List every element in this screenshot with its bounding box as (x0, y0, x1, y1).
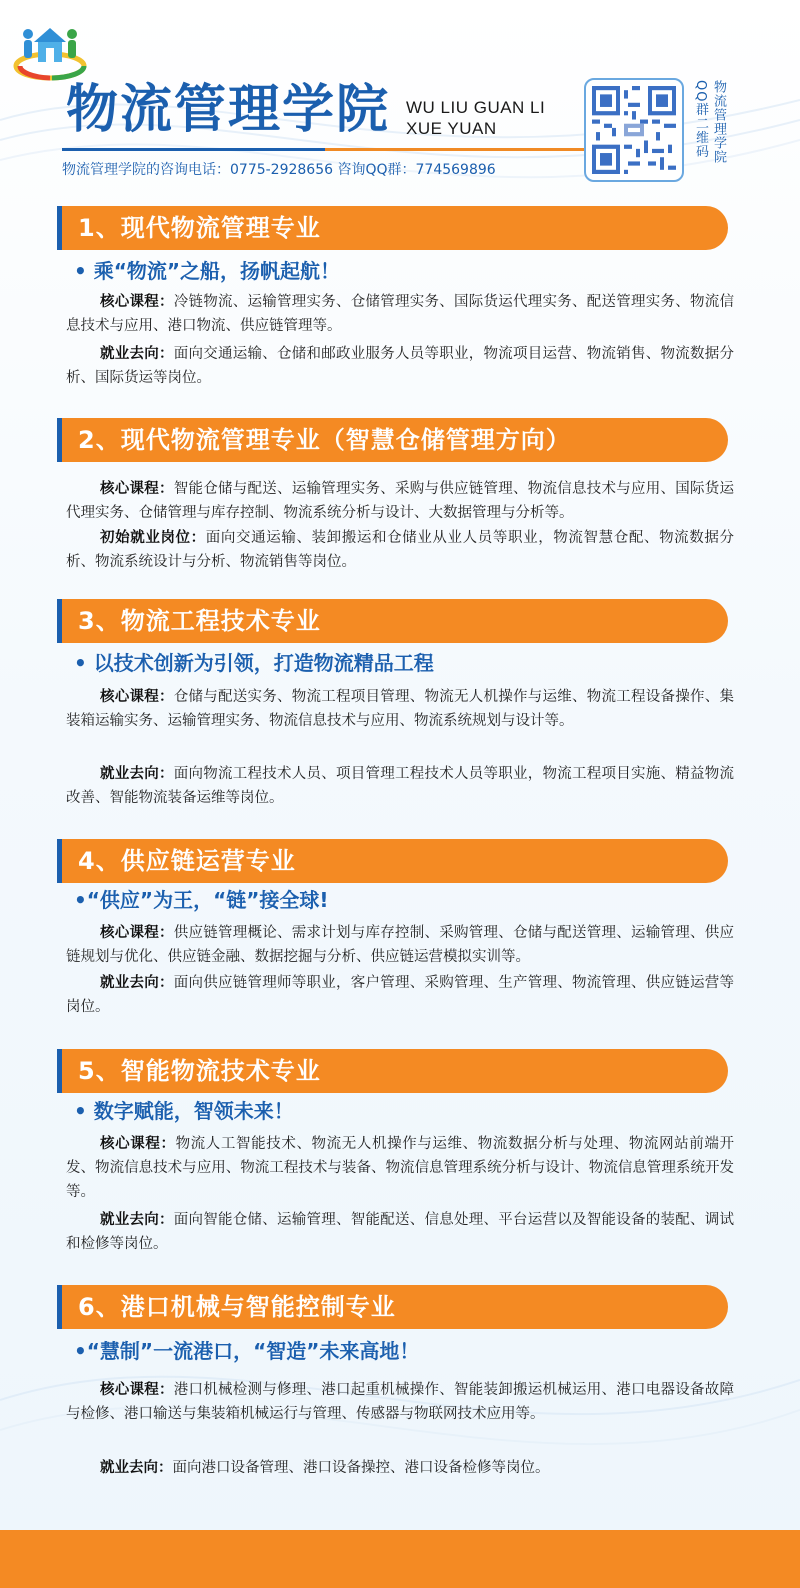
course-label: 核心课程： (100, 294, 174, 310)
section-5-title: 5、智能物流技术专业 (78, 1057, 321, 1085)
section-1-slogan: • 乘“物流”之船，扬帆起航！ (74, 259, 341, 283)
section-1-header (62, 206, 728, 250)
section-4-slogan: •“供应”为王，“链”接全球! (74, 888, 329, 912)
pinyin-line-1: WU LIU GUAN LI (406, 98, 546, 117)
course-text: 物流人工智能技术、物流无人机操作与运维、物流数据分析与处理、物流网站前端开发、物流信息技术与应用、物流工程技术与装备、物流信息管理系统分析与设计、物流信息管理系统开发等。 (66, 1136, 735, 1200)
job-label: 就业去向： (100, 346, 174, 362)
section-4-title: 4、供应链运营专业 (78, 847, 296, 875)
header (0, 0, 800, 200)
section-6-jobs (66, 1456, 734, 1480)
course-label: 核心课程： (100, 1136, 176, 1152)
section-6-courses (66, 1378, 734, 1426)
course-label: 核心课程： (100, 925, 174, 941)
contact-info: 物流管理学院的咨询电话：0775-2928656 咨询QQ群：774569896 (62, 162, 496, 178)
section-6-title: 6、港口机械与智能控制专业 (78, 1293, 396, 1321)
section-5-jobs (66, 1208, 734, 1256)
section-6-header (62, 1285, 728, 1329)
section-4-header (62, 839, 728, 883)
school-logo-icon (12, 20, 88, 82)
section-5-slogan: • 数字赋能，智领未来！ (74, 1099, 294, 1123)
section-3-slogan: • 以技术创新为引领，打造物流精品工程 (74, 651, 434, 675)
course-text: 港口机械检测与修理、港口起重机械操作、智能装卸搬运机械运用、港口电器设备故障与检修、港口输送与集装箱机械运行与管理、传感器与物联网技术应用等。 (66, 1382, 734, 1422)
section-1-courses (66, 290, 734, 338)
section-3-header (62, 599, 728, 643)
job-text: 面向港口设备管理、港口设备操控、港口设备检修等岗位。 (172, 1460, 550, 1476)
job-label: 就业去向： (100, 1212, 174, 1228)
section-3-title: 3、物流工程技术专业 (78, 607, 321, 635)
page-title: 物流管理学院 (66, 80, 391, 140)
section-4-courses (66, 921, 734, 969)
pinyin-line-2: XUE YUAN (406, 119, 497, 138)
job-label: 初始就业岗位： (100, 530, 206, 546)
job-text: 面向智能仓储、运输管理、智能配送、信息处理、平台运营以及智能设备的装配、调试和检修等岗位。 (66, 1212, 734, 1252)
section-1-jobs (66, 342, 734, 390)
section-5-header (62, 1049, 728, 1093)
qq-group-qr-code[interactable] (584, 78, 684, 182)
section-2-header (62, 418, 728, 462)
job-label: 就业去向： (100, 975, 174, 991)
footer-bar (0, 1530, 800, 1588)
course-label: 核心课程： (100, 689, 174, 705)
course-label: 核心课程： (100, 1382, 174, 1398)
section-3-courses (66, 685, 734, 733)
course-text: 仓储与配送实务、物流工程项目管理、物流无人机操作与运维、物流工程设备操作、集装箱运输实务、运输管理实务、物流信息技术与应用、物流系统规划与设计等。 (66, 689, 734, 729)
course-text: 冷链物流、运输管理实务、仓储管理实务、国际货运代理实务、配送管理实务、物流信息技术与应用、港口物流、供应链管理等。 (66, 294, 734, 334)
course-label: 核心课程： (100, 481, 174, 497)
title-pinyin (406, 97, 545, 139)
job-text: 面向物流工程技术人员、项目管理工程技术人员等职业，物流工程项目实施、精益物流改善、智能物流装备运维等岗位。 (66, 766, 734, 806)
job-label: 就业去向： (100, 766, 174, 782)
section-6-slogan: •“慧制”一流港口，“智造”未来高地！ (74, 1339, 420, 1363)
section-3-jobs (66, 762, 734, 810)
job-text: 面向交通运输、仓储和邮政业服务人员等职业，物流项目运营、物流销售、物流数据分析、国际货运等岗位。 (66, 346, 734, 386)
section-2-title: 2、现代物流管理专业（智慧仓储管理方向） (78, 426, 571, 454)
title-underline (62, 148, 588, 151)
section-2-courses (66, 477, 734, 525)
qr-code-icon (592, 86, 676, 174)
job-label: 就业去向： (100, 1460, 173, 1476)
section-2-jobs (66, 526, 734, 574)
section-1-title: 1、现代物流管理专业 (78, 214, 321, 242)
course-text: 供应链管理概论、需求计划与库存控制、采购管理、仓储与配送管理、运输管理、供应链规划与优化、供应链金融、数据挖掘与分析、供应链运营模拟实训等。 (66, 925, 734, 965)
section-4-jobs (66, 971, 734, 1019)
qr-label-left: QQ群二维码 (693, 80, 708, 159)
qr-label-right: 物流管理学院 (711, 80, 726, 164)
section-5-courses (66, 1132, 734, 1204)
job-text: 面向供应链管理师等职业，客户管理、采购管理、生产管理、物流管理、供应链运营等岗位。 (66, 975, 734, 1015)
course-text: 智能仓储与配送、运输管理实务、采购与供应链管理、物流信息技术与应用、国际货运代理实务、仓储管理与库存控制、物流系统分析与设计、大数据管理与分析等。 (66, 481, 734, 521)
job-text: 面向交通运输、装卸搬运和仓储业从业人员等职业，物流智慧仓配、物流数据分析、物流系统设计与分析、物流销售等岗位。 (66, 530, 735, 570)
